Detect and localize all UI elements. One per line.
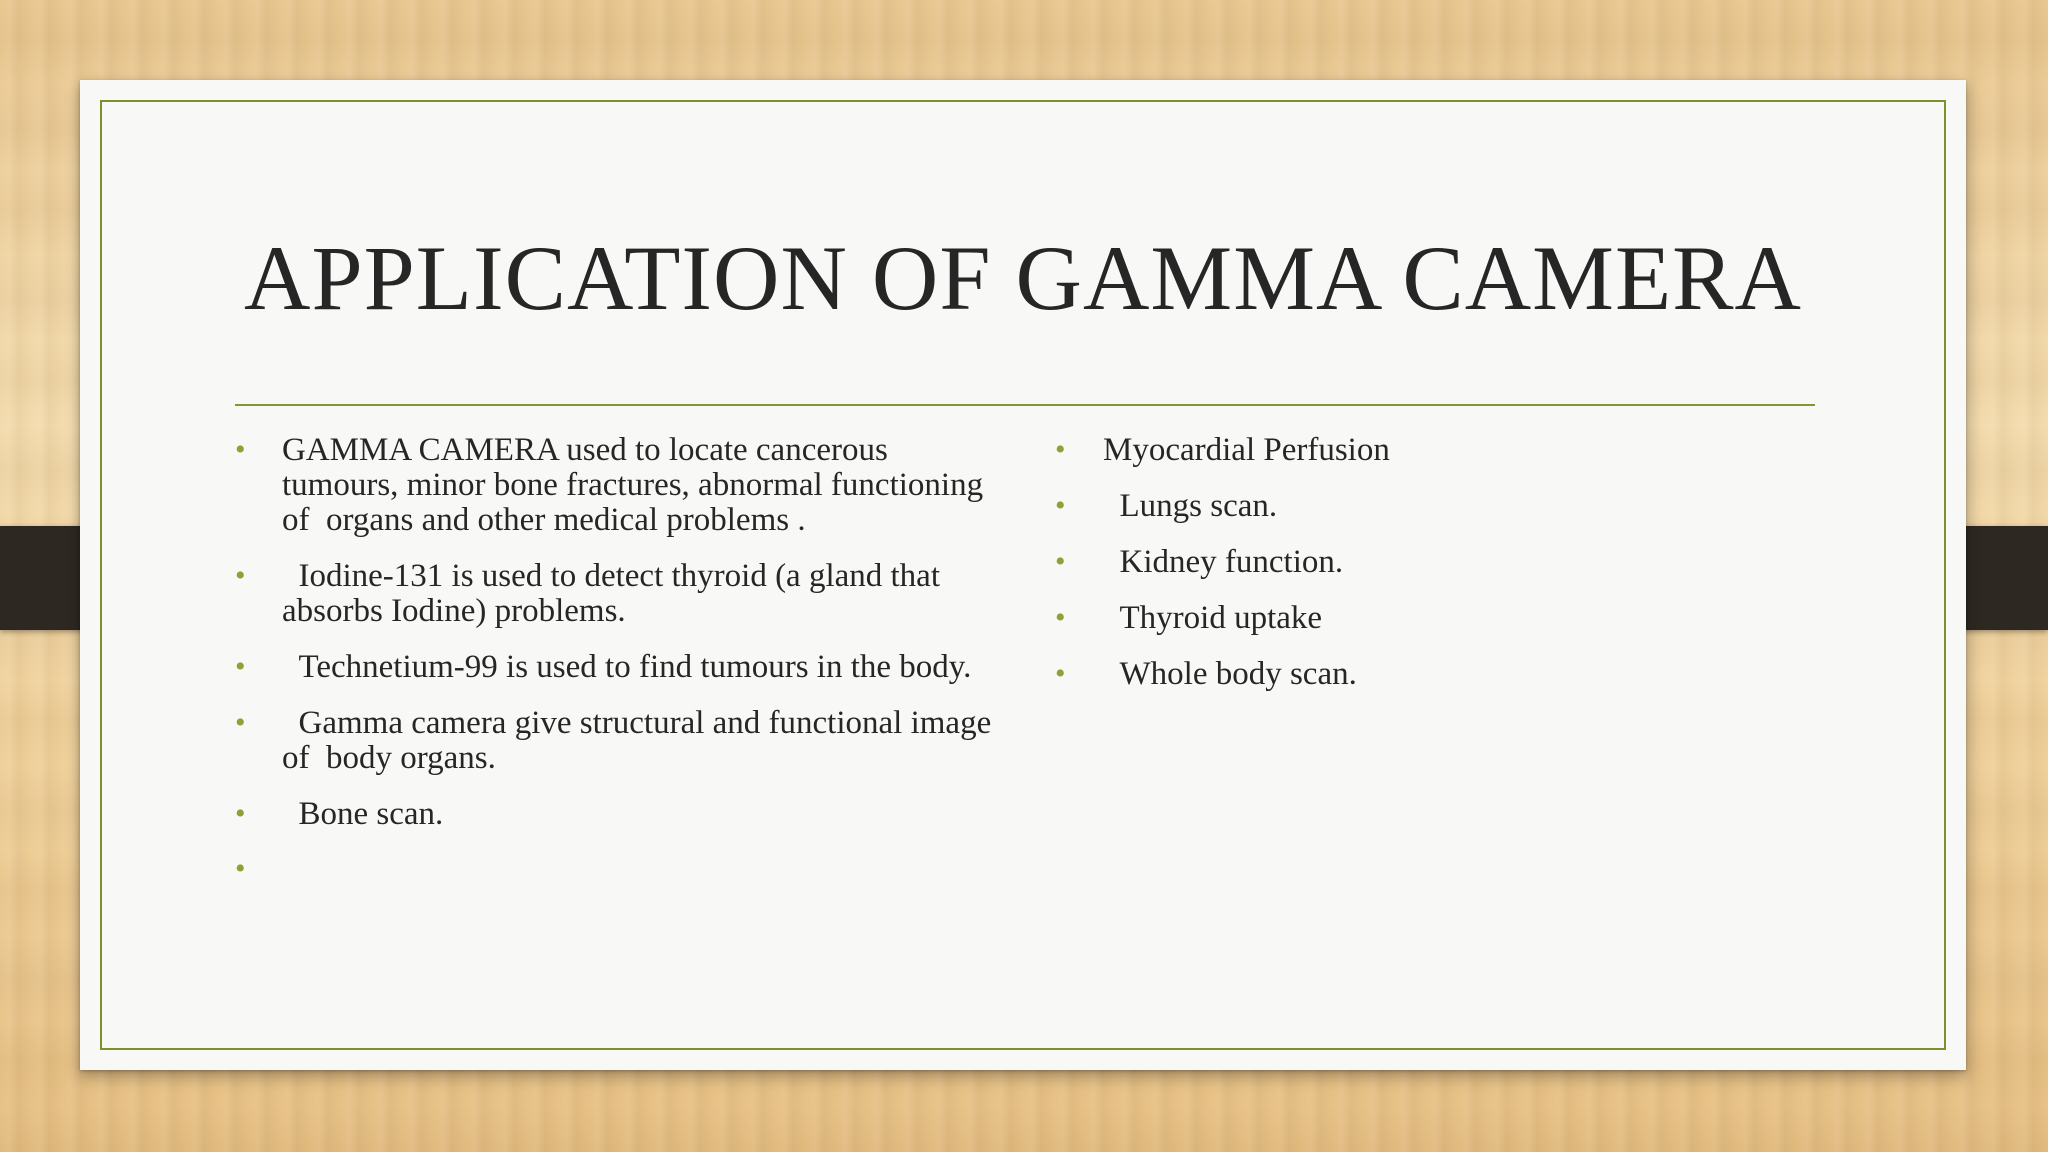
list-item [235, 559, 995, 629]
bullet-icon: • [1055, 601, 1066, 634]
bullet-icon: • [1055, 489, 1066, 522]
slide-paper [80, 80, 1966, 1070]
bullet-icon: • [235, 852, 246, 885]
list-item-text: Thyroid uptake [1103, 600, 1323, 636]
list-item [235, 650, 995, 685]
list-item-text: Gamma camera give structural and functional image of body organs. [282, 705, 1000, 776]
list-item [235, 433, 995, 538]
list-item-text: Myocardial Perfusion [1103, 432, 1390, 468]
list-item-text: Kidney function. [1103, 544, 1344, 580]
bullet-icon: • [235, 706, 246, 739]
list-item-text: Technetium-99 is used to find tumours in the body. [282, 649, 972, 685]
list-item-text: Iodine-131 is used to detect thyroid (a gland that absorbs Iodine) problems. [282, 558, 949, 629]
list-item [235, 705, 1000, 776]
bullet-icon: • [235, 433, 246, 466]
list-item [1055, 489, 1655, 524]
left-bullet-list [235, 432, 1000, 885]
title-divider [235, 404, 1815, 406]
slide-title: APPLICATION OF GAMMA CAMERA [244, 227, 1802, 329]
list-item [1055, 601, 1655, 636]
bullet-icon: • [1055, 545, 1066, 578]
list-item [1055, 433, 1655, 468]
list-item-text: Whole body scan. [1103, 656, 1357, 692]
bullet-icon: • [235, 797, 246, 830]
list-item-text: GAMMA CAMERA used to locate cancerous tumours, minor bone fractures, abnormal functioning of organs and other medical problems . [282, 432, 992, 538]
bullet-icon: • [1055, 657, 1066, 690]
bullet-icon: • [235, 650, 246, 683]
bullet-icon: • [235, 559, 246, 592]
bullet-icon: • [1055, 433, 1066, 466]
list-item-text: Bone scan. [282, 796, 444, 832]
list-item [1055, 657, 1655, 692]
list-item-text: Lungs scan. [1103, 488, 1278, 524]
list-item [1055, 545, 1655, 580]
list-item [235, 797, 995, 832]
right-bullet-list [1055, 433, 1655, 713]
